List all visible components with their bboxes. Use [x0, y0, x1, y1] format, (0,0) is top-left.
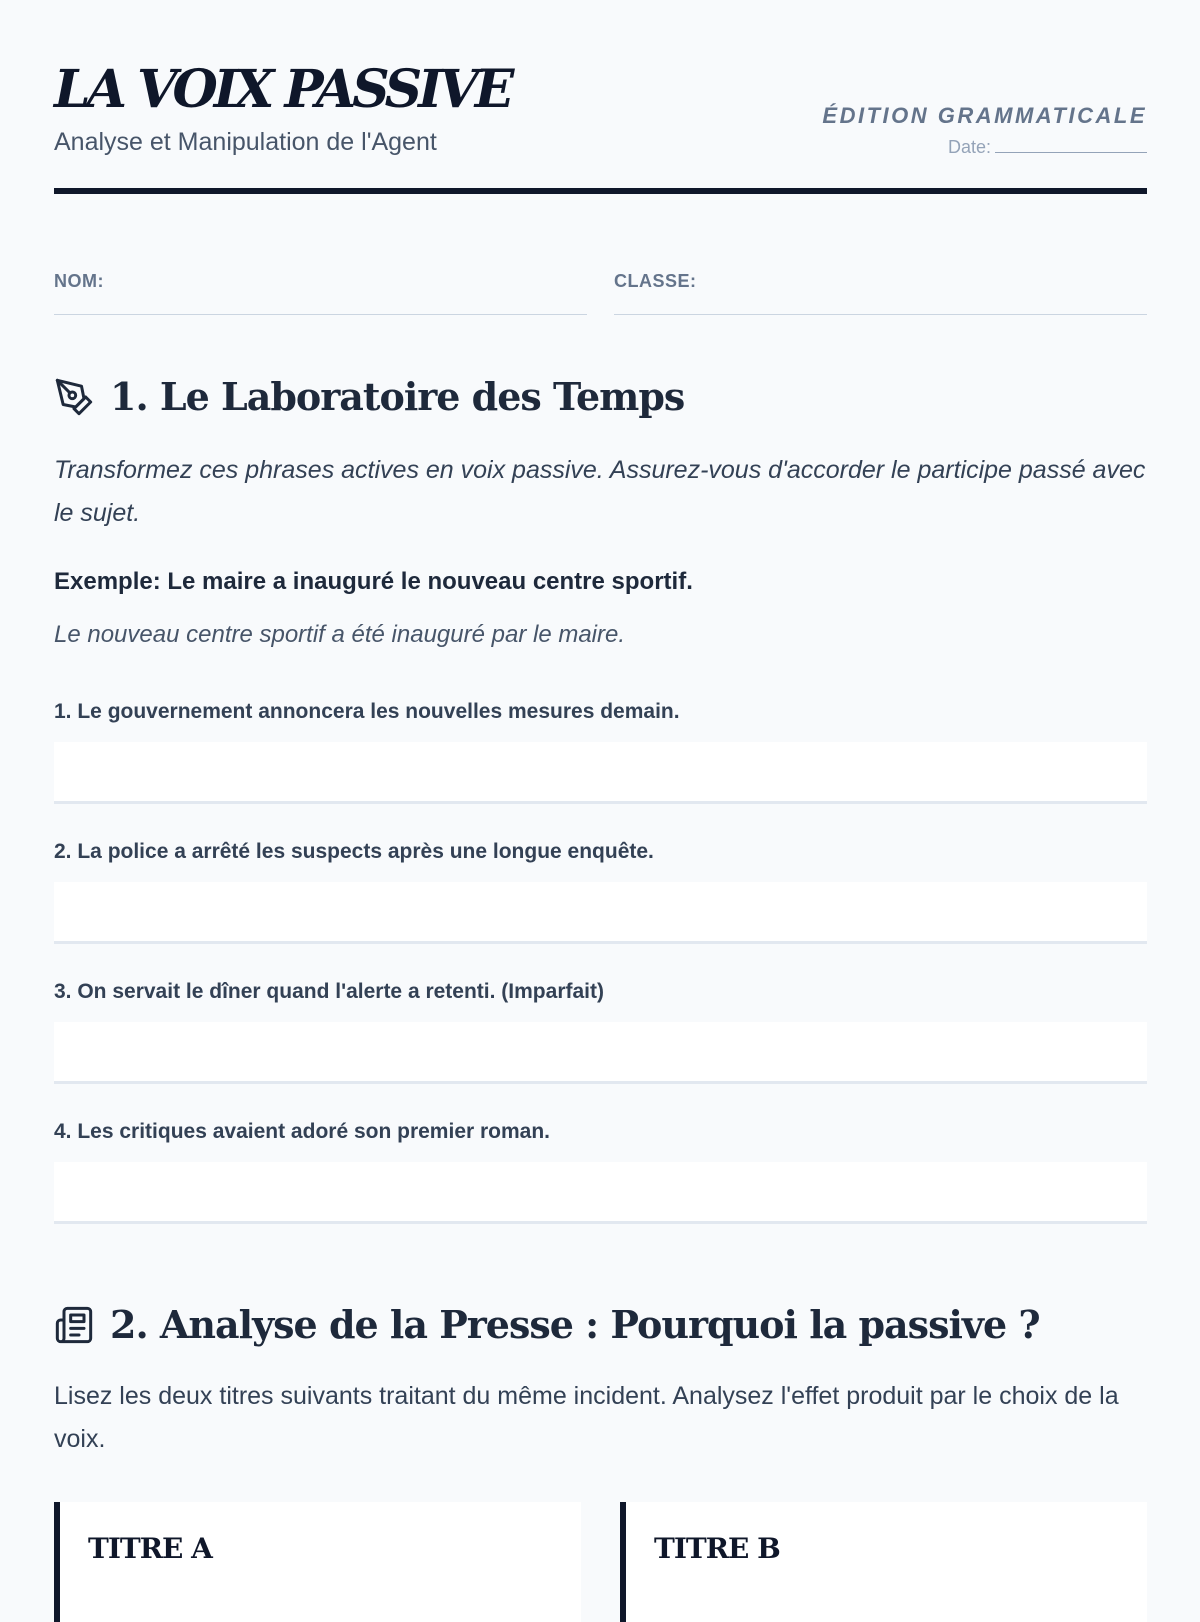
- question-3-text: 3. On servait le dîner quand l'alerte a retenti. (Imparfait): [54, 980, 604, 1003]
- section2-title: [54, 1300, 1040, 1350]
- example-answer: Le nouveau centre sportif a été inauguré par le maire.: [54, 621, 626, 648]
- question-1: [54, 698, 1147, 804]
- section1-instructions: Transformez ces phrases actives en voix passive. Assurez-vous d'accorder le participe passé avec le sujet.: [54, 456, 1146, 527]
- headline-card-a: [54, 1502, 581, 1622]
- class-label: CLASSE:: [614, 271, 697, 291]
- answer-4-input[interactable]: [54, 1162, 1147, 1224]
- section2-title-text: 2. Analyse de la Presse : Pourquoi la passive ?: [110, 1302, 1040, 1347]
- question-2: [54, 838, 1147, 944]
- answer-1-input[interactable]: [54, 742, 1147, 804]
- question-2-text: 2. La police a arrêté les suspects après une longue enquête.: [54, 840, 654, 863]
- edition-label: ÉDITION GRAMMATICALE: [822, 103, 1147, 128]
- answer-3-input[interactable]: [54, 1022, 1147, 1084]
- example-label: Exemple: Le maire a inauguré le nouveau centre sportif.: [54, 568, 693, 595]
- name-label: NOM:: [54, 271, 104, 291]
- section1-title-text: 1. Le Laboratoire des Temps: [110, 374, 685, 419]
- header-rule: [54, 188, 1147, 194]
- headline-card-b: [620, 1502, 1147, 1622]
- date-field[interactable]: [948, 135, 1147, 159]
- headline-card-a-title: TITRE A: [88, 1532, 212, 1565]
- question-3: [54, 978, 1147, 1084]
- question-4-text: 4. Les critiques avaient adoré son premier roman.: [54, 1120, 551, 1143]
- date-label: Date:: [947, 137, 991, 157]
- pen-nib-icon: [54, 377, 94, 417]
- question-1-text: 1. Le gouvernement annoncera les nouvelles mesures demain.: [54, 700, 680, 723]
- section1-title: [54, 372, 684, 422]
- name-field[interactable]: [54, 268, 587, 315]
- section2-instructions: Lisez les deux titres suivants traitant du même incident. Analysez l'effet produit par le choix de la voix.: [54, 1382, 1119, 1453]
- headline-card-b-title: TITRE B: [654, 1532, 780, 1565]
- page-title: LA VOIX PASSIVE: [54, 59, 511, 120]
- answer-2-input[interactable]: [54, 882, 1147, 944]
- question-4: [54, 1118, 1147, 1224]
- student-info: [54, 268, 1147, 316]
- class-field[interactable]: [614, 268, 1147, 315]
- header: [54, 58, 1147, 193]
- newspaper-icon: [54, 1305, 94, 1345]
- date-line[interactable]: [995, 138, 1147, 153]
- page-subtitle: Analyse et Manipulation de l'Agent: [54, 128, 437, 156]
